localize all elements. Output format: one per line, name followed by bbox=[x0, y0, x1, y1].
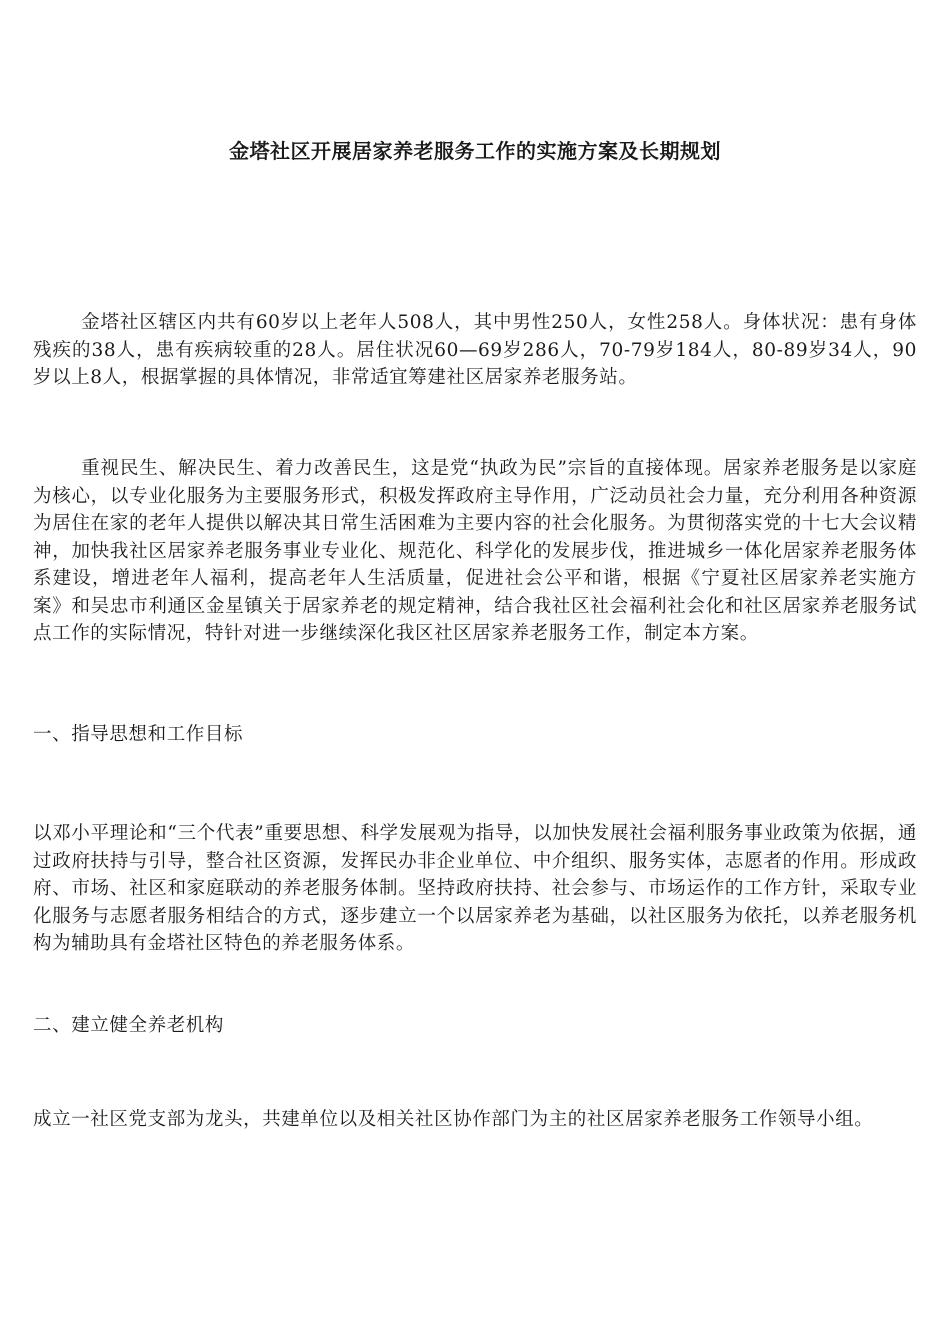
section-heading-guiding-thought: 一、指导思想和工作目标 bbox=[33, 724, 244, 745]
paragraph-guiding-thought: 以邓小平理论和“三个代表”重要思想、科学发展观为指导，以加快发展社会福利服务事业政策为依据，通过政府扶持与引导，整合社区资源，发挥民办非企业单位、中介组织、服务实体，志愿者的作用。形成政府、市场、社区和家庭联动的养老服务体制。坚持政府扶持、社会参与、市场运作的工作方针，采取专业化服务与志愿者服务相结合的方式，逐步建立一个以居家养老为基础，以社区服务为依托，以养老服务机构为辅助具有金塔社区特色的养老服务体系。 bbox=[33, 823, 917, 954]
section-heading-organization: 二、建立健全养老机构 bbox=[33, 1015, 225, 1036]
paragraph-background: 重视民生、解决民生、着力改善民生，这是党“执政为民”宗旨的直接体现。居家养老服务是以家庭为核心，以专业化服务为主要服务形式，积极发挥政府主导作用，广泛动员社会力量，充分利用各种资源为居住在家的老年人提供以解决其日常生活困难为主要内容的社会化服务。为贯彻落实党的十七大会议精神，加快我社区居家养老服务事业专业化、规范化、科学化的发展步伐，推进城乡一体化居家养老服务体系建设，增进老年人福利，提高老年人生活质量，促进社会公平和谐，根据《宁夏社区居家养老实施方案》和吴忠市利通区金星镇关于居家养老的规定精神，结合我社区社会福利社会化和社区居家养老服务试点工作的实际情况，特针对进一步继续深化我区社区居家养老服务工作，制定本方案。 bbox=[33, 458, 917, 644]
paragraph-overview: 金塔社区辖区内共有60岁以上老年人508人，其中男性250人，女性258人。身体状况：患有身体残疾的38人，患有疾病较重的28人。居住状况60—69岁286人，70-79岁184人，80-89岁34人，90岁以上8人，根据掌握的具体情况，非常适宜筹建社区居家养老服务站。 bbox=[33, 312, 917, 388]
document-title: 金塔社区开展居家养老服务工作的实施方案及长期规划 bbox=[229, 139, 721, 163]
paragraph-organization: 成立一社区党支部为龙头，共建单位以及相关社区协作部门为主的社区居家养老服务工作领导小组。 bbox=[33, 1109, 874, 1130]
